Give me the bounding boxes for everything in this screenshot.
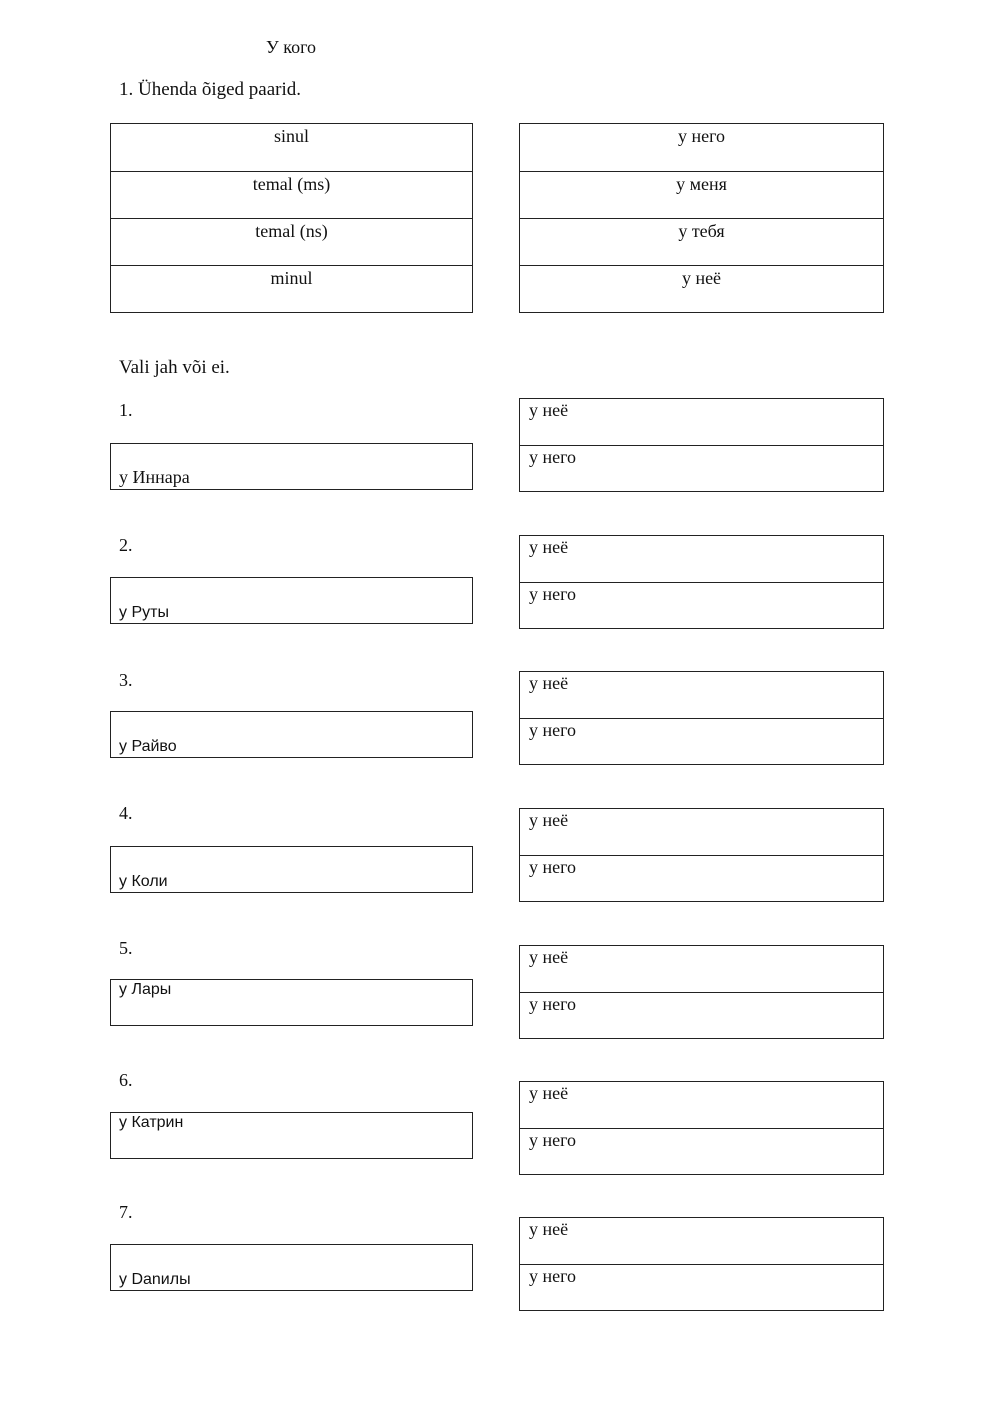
- name-label: у Руты: [119, 604, 169, 621]
- item-number: 2.: [119, 535, 133, 555]
- name-box: [110, 577, 473, 624]
- choice-option-nego[interactable]: у него: [520, 1128, 883, 1174]
- choice-option-nego[interactable]: у него: [520, 445, 883, 491]
- name-label: у Катрин: [119, 1114, 184, 1131]
- pair-right-cell[interactable]: у неё: [520, 265, 883, 312]
- item-number: 4.: [119, 803, 133, 823]
- choice-option-nee[interactable]: у неё: [529, 673, 569, 693]
- name-label: у Иннара: [119, 467, 190, 487]
- pairs-right-table: [519, 123, 884, 313]
- item-number: 5.: [119, 938, 133, 958]
- pair-right-cell[interactable]: у меня: [520, 171, 883, 218]
- item-number: 6.: [119, 1070, 133, 1090]
- choice-option-nego[interactable]: у него: [520, 992, 883, 1038]
- choice-table: [519, 1081, 884, 1175]
- name-box: [110, 711, 473, 758]
- choice-option-nego[interactable]: у него: [520, 1264, 883, 1310]
- pairs-left-table: [110, 123, 473, 313]
- choice-option-nego[interactable]: у него: [520, 582, 883, 628]
- pair-left-cell[interactable]: minul: [111, 265, 472, 312]
- name-label: у Коли: [119, 873, 168, 890]
- pair-left-cell[interactable]: sinul: [273, 126, 309, 146]
- item-number: 3.: [119, 670, 133, 690]
- choice-option-nee[interactable]: у неё: [529, 537, 569, 557]
- choice-option-nego[interactable]: у него: [520, 855, 883, 901]
- choice-option-nego[interactable]: у него: [520, 718, 883, 764]
- name-box: [110, 1244, 473, 1291]
- name-label: у Райво: [119, 738, 177, 755]
- choice-option-nee[interactable]: у неё: [529, 1219, 569, 1239]
- name-box: [110, 846, 473, 893]
- name-box: [110, 1112, 473, 1159]
- section1-heading: 1. Ühenda õiged paarid.: [119, 79, 302, 100]
- pair-right-cell[interactable]: у него: [677, 126, 726, 146]
- choice-option-nee[interactable]: у неё: [529, 810, 569, 830]
- item-number: 1.: [119, 400, 133, 420]
- choice-table: [519, 1217, 884, 1311]
- choice-table: [519, 671, 884, 765]
- name-box: [110, 979, 473, 1026]
- choice-option-nee[interactable]: у неё: [529, 1083, 569, 1103]
- name-label: у Лары: [119, 981, 172, 998]
- item-number: 7.: [119, 1202, 133, 1222]
- name-label: у Danилы: [119, 1271, 191, 1288]
- name-box: [110, 443, 473, 490]
- choice-table: [519, 535, 884, 629]
- pair-right-cell[interactable]: у тебя: [520, 218, 883, 265]
- section2-heading: Vali jah või ei.: [119, 357, 230, 378]
- choice-table: [519, 945, 884, 1039]
- pair-left-cell[interactable]: temal (ms): [111, 171, 472, 218]
- choice-table: [519, 398, 884, 492]
- pair-left-cell[interactable]: temal (ns): [111, 218, 472, 265]
- choice-option-nee[interactable]: у неё: [529, 947, 569, 967]
- page-title: У кого: [266, 37, 317, 57]
- choice-table: [519, 808, 884, 902]
- choice-option-nee[interactable]: у неё: [529, 400, 569, 420]
